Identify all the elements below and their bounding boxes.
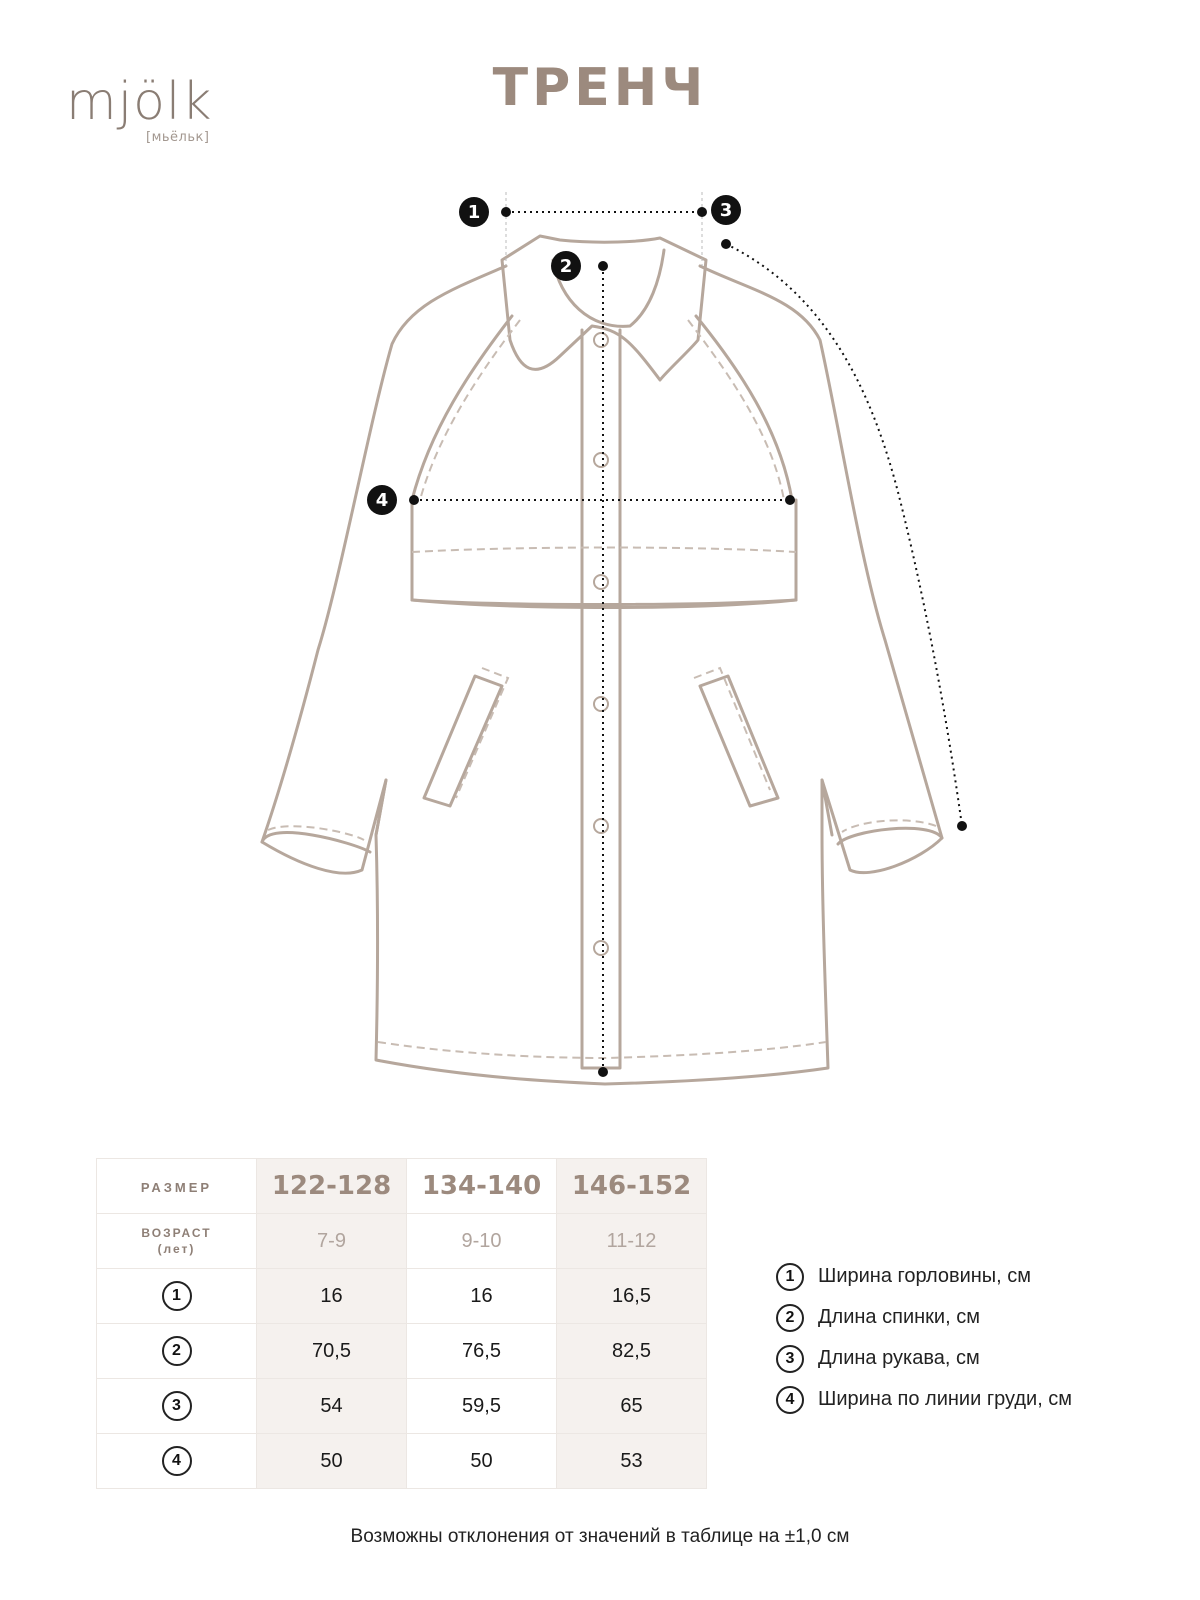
coat-button (594, 697, 608, 711)
legend-text: Ширина горловины, см (818, 1265, 1032, 1287)
measurement-legend (776, 1256, 1072, 1420)
value-cell: 65 (557, 1379, 707, 1434)
row-marker (97, 1434, 257, 1489)
raglan-seam-left (412, 316, 512, 500)
table-row-age (97, 1214, 707, 1269)
size-value: 134-140 (421, 1171, 542, 1201)
size-header (97, 1159, 257, 1214)
legend-item (776, 1297, 1072, 1338)
brand-name: mjölk (66, 72, 213, 132)
brand-subtitle: [мьёльк] (146, 130, 210, 145)
cuff-left (262, 833, 370, 852)
page-title: ТРЕНЧ (492, 58, 708, 118)
marker-badge: 3 (776, 1345, 804, 1373)
value-cell: 76,5 (407, 1324, 557, 1379)
raglan-seam-right (696, 316, 792, 500)
dim-line-sleeve (726, 244, 962, 826)
size-cell (557, 1159, 707, 1214)
marker-badge: 4 (162, 1446, 192, 1476)
marker-1-label: 1 (467, 202, 481, 223)
table-row (97, 1434, 707, 1489)
age-cell (407, 1214, 557, 1269)
coat-placket (582, 330, 620, 1068)
age-value: 7-9 (317, 1229, 346, 1252)
age-label: ВОЗРАСТ (141, 1226, 212, 1240)
table-row (97, 1379, 707, 1434)
coat-button (594, 333, 608, 347)
value-cell: 16 (407, 1269, 557, 1324)
age-cell (557, 1214, 707, 1269)
legend-item (776, 1379, 1072, 1420)
marker-4 (367, 485, 397, 515)
value-cell: 59,5 (407, 1379, 557, 1434)
size-value: 146-152 (571, 1171, 692, 1201)
pocket-left (424, 676, 502, 806)
value-cell: 53 (557, 1434, 707, 1489)
size-cell (257, 1159, 407, 1214)
value-cell: 50 (407, 1434, 557, 1489)
marker-badge: 1 (776, 1263, 804, 1291)
coat-button (594, 819, 608, 833)
trench-coat-diagram (0, 180, 1200, 1100)
legend-text: Ширина по линии груди, см (818, 1388, 1073, 1410)
coat-button (594, 453, 608, 467)
value-cell: 70,5 (257, 1324, 407, 1379)
age-unit: (лет) (157, 1242, 196, 1256)
marker-3 (711, 195, 741, 225)
legend-item (776, 1338, 1072, 1379)
legend-item (776, 1256, 1072, 1297)
size-table (96, 1158, 707, 1489)
row-marker (97, 1379, 257, 1434)
marker-badge: 2 (776, 1304, 804, 1332)
coat-button (594, 575, 608, 589)
table-row (97, 1324, 707, 1379)
row-marker (97, 1269, 257, 1324)
value-cell: 82,5 (557, 1324, 707, 1379)
age-value: 9-10 (461, 1229, 502, 1252)
age-cell (257, 1214, 407, 1269)
cuff-right (838, 828, 942, 844)
row-marker (97, 1324, 257, 1379)
pocket-right (700, 676, 778, 806)
marker-badge: 1 (162, 1281, 192, 1311)
marker-3-label: 3 (719, 200, 733, 221)
value-cell: 54 (257, 1379, 407, 1434)
marker-1 (459, 197, 489, 227)
marker-4-label: 4 (375, 490, 389, 511)
age-value: 11-12 (606, 1229, 657, 1252)
coat-button (594, 941, 608, 955)
size-cell (407, 1159, 557, 1214)
age-header (97, 1214, 257, 1269)
table-row-size (97, 1159, 707, 1214)
legend-text: Длина рукава, см (818, 1347, 980, 1369)
marker-badge: 3 (162, 1391, 192, 1421)
value-cell: 16 (257, 1269, 407, 1324)
marker-2-label: 2 (559, 256, 573, 277)
tolerance-note: Возможны отклонения от значений в таблице на ±1,0 см (350, 1526, 850, 1547)
marker-badge: 4 (776, 1386, 804, 1414)
table-row (97, 1269, 707, 1324)
size-value: 122-128 (271, 1171, 392, 1201)
size-label: РАЗМЕР (140, 1179, 213, 1195)
value-cell: 16,5 (557, 1269, 707, 1324)
marker-2 (551, 251, 581, 281)
value-cell: 50 (257, 1434, 407, 1489)
legend-text: Длина спинки, см (818, 1306, 980, 1328)
marker-badge: 2 (162, 1336, 192, 1366)
